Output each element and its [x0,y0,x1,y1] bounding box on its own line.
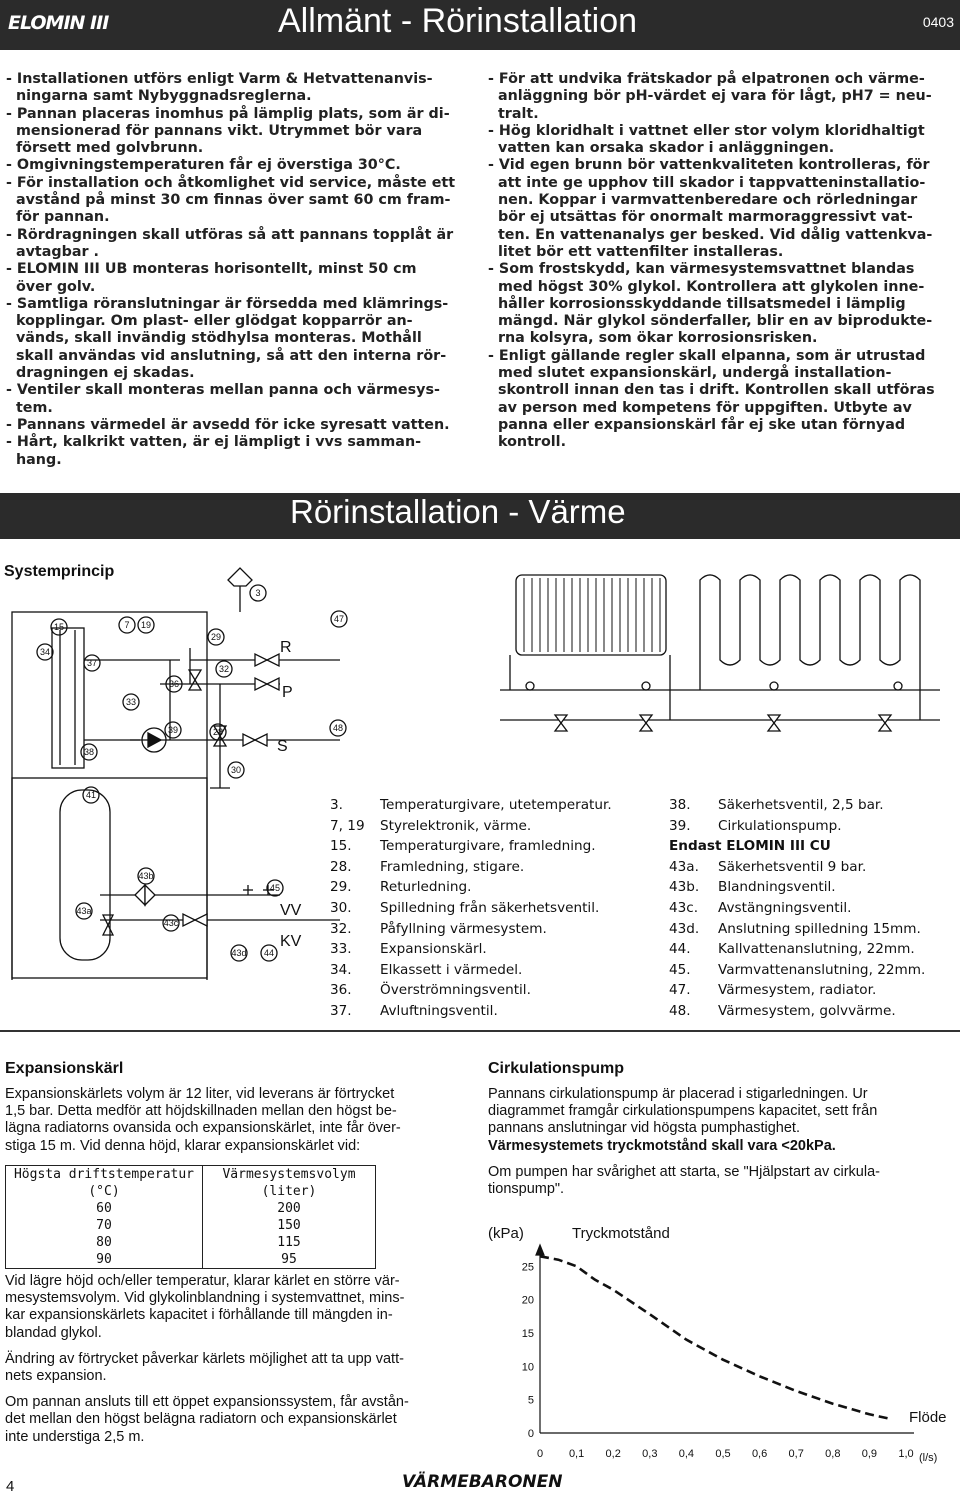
label-3: 3 [255,588,261,598]
text-line: avstånd på minst 30 cm finnas över samt 60 cm fram- [6,192,451,209]
legend-header: Endast ELOMIN III CU [669,838,831,855]
legend-item [330,980,650,1001]
footer-logo: VÄRMEBARONEN [402,1472,563,1492]
legend-number: 28. [330,858,352,875]
label-29: 29 [210,632,222,642]
legend-text: Temperaturgivare, framledning. [380,838,596,855]
label-28: 28 [212,727,224,737]
legend-item [669,1001,959,1022]
label-48: 48 [332,723,344,733]
chart-x-tick: 0,3 [642,1448,658,1460]
text-line: anläggning bör pH-värdet ej vara för lågt, pH7 = neu- [488,88,932,105]
text-line: - För installation och åtkomlighet vid service, måste ett [6,174,456,191]
legend-text: Överströmningsventil. [380,982,531,999]
legend-right [669,795,959,1022]
general-right-column [488,71,935,452]
label-R: R [280,639,292,656]
legend-text: Kallvattenanslutning, 22mm. [718,941,915,958]
legend-text: Värmesystem, radiator. [718,982,877,999]
label-43c: 43c [163,918,179,928]
legend-number: 39. [669,817,691,834]
legend-item [669,919,959,940]
chart-y-tick: 0 [527,1428,534,1440]
expansion-p3: Ändring av förtrycket påverkar kärlets möjlighet att ta upp vatt- nets expansion. [5,1350,404,1385]
chart-y-label: Tryckmotstånd [572,1225,670,1242]
legend-text: Elkassett i värmedel. [380,961,523,978]
label-45: 45 [269,883,281,893]
legend-text: Returledning. [380,879,472,896]
page-title: Allmänt - Rörinstallation [278,2,638,40]
chart-x-tick: 1,0 [898,1448,914,1460]
legend-item [669,857,959,878]
chart-x-tick: 0 [536,1448,544,1460]
legend-text: Styrelektronik, värme. [380,817,532,834]
legend-text: Avstängningsventil. [718,899,852,916]
chart-y-tick: 15 [521,1328,534,1340]
label-33: 33 [125,697,137,707]
legend-item [330,795,650,816]
legend-text: Spilledning från säkerhetsventil. [380,899,600,916]
expansion-p2: Vid lägre höjd och/eller temperatur, klarar kärlet en större vär- mesystemsvolym. Vid glykolinblandning i systemvattnet, mins- kar expansionskärlets kapacitet i förhållande till mängden in- blandad glykol. [5,1273,405,1341]
legend-number: 15. [330,838,352,855]
legend-item [669,960,959,981]
text-line: rna kolsyra, som ökar korrosionsrisken. [488,330,818,347]
text-line: tralt. [488,105,539,122]
table-header-temp: Högsta driftstemperatur [6,1166,203,1184]
expansion-table [5,1165,376,1269]
label-VV: VV [280,902,302,919]
legend-number: 3. [330,797,343,813]
text-line: kontroll. [488,434,567,451]
text-line: håller korrosionsskyddande tillsatsmedel i lämplig [488,295,906,312]
chart-series-line [540,1256,888,1418]
page-header [0,0,960,50]
label-30: 30 [230,765,242,775]
legend-number: 47. [669,982,691,999]
text-line: - Hög kloridhalt i vattnet eller stor volym kloridhaltigt [488,122,925,139]
legend-number: 45. [669,961,691,978]
legend-item [330,836,650,857]
table-cell: 80 [6,1234,203,1251]
label-34: 34 [39,647,51,657]
expansion-heading: Expansionskärl [5,1060,124,1077]
section-title: Rörinstallation - Värme [290,493,626,530]
label-44: 44 [263,948,275,958]
text-line: med högst 30% glykol. Kontrollera att glykolen inne- [488,278,925,295]
text-line: - Rördragningen skall utföras så att pannans topplåt är [6,226,454,243]
text-line: - Enligt gällande regler skall elpanna, som är utrustad [488,347,926,364]
chart-y-tick: 10 [521,1361,534,1374]
legend-text: Påfyllning värmesystem. [380,920,547,937]
general-left-column [6,71,455,469]
text-line: - Hårt, kalkrikt vatten, är ej lämpligt i vvs samman- [6,434,422,451]
legend-item [330,1001,650,1022]
section-band [0,493,960,539]
label-7: 7 [124,620,130,630]
chart-y-unit: (kPa) [488,1225,524,1242]
text-line: ten. En vattenanalys ger besked. Vid dålig vattenkva- [488,226,933,243]
legend-number: 43c. [669,899,699,916]
expansion-notes [5,1273,475,1455]
text-line: för pannan. [6,209,110,226]
chart-x-tick: 0,7 [788,1448,804,1460]
chart-x-tick: 0,1 [568,1448,585,1460]
legend-text: Temperaturgivare, utetemperatur. [380,797,612,813]
legend-number: 48. [669,1002,691,1019]
legend-item [330,939,650,960]
chart-x-tick: 0,6 [751,1448,768,1460]
legend-number: 44. [669,941,691,958]
table-row [6,1217,376,1234]
text-line: tem. [6,399,53,416]
legend-item [669,980,959,1001]
label-37: 37 [86,658,98,668]
legend-text: Anslutning spilledning 15mm. [718,920,921,937]
table-cell: 200 [203,1200,376,1217]
label-32: 32 [218,664,230,674]
text-line: dragningen ej skadas. [6,365,195,382]
legend-text: Säkerhetsventil, 2,5 bar. [718,797,884,813]
label-43b: 43b [138,871,154,881]
text-line: hang. [6,451,62,468]
text-line: vänds, skall invändig stödhylsa monteras. Mothåll [6,330,422,347]
table-row [6,1234,376,1251]
text-line: försett med golvbrunn. [6,140,204,157]
text-line: - Omgivningstemperaturen får ej överstiga 30°C. [6,157,401,174]
expansion-p1: Expansionskärlets volym är 12 liter, vid leverans är förtrycket 1,5 bar. Detta medför att höjdskillnaden mellan den högst be- lägna radiatorns ovansida och expansionskärlet, inte får över- stiga 15 m. Vid denna höjd, klarar expansionskärlet vid: [5,1086,401,1154]
text-line: av person med kompetens för uppgiften. Utbyte av [488,399,912,416]
table-header-volume-unit: (liter) [203,1183,376,1200]
label-P: P [282,684,293,701]
legend-number: 30. [330,899,352,916]
chart-y-arrow [536,1245,544,1255]
text-line: mängd. När glykol sönderfaller, blir en av biprodukte- [488,313,933,330]
legend-text: Säkerhetsventil 9 bar. [718,858,867,875]
table-cell: 70 [6,1217,203,1234]
legend-item [330,857,650,878]
text-line: litet bör ett vattenfilter installeras. [488,243,784,260]
legend-number: 36. [330,982,352,999]
text-line: skall användas vid anslutning, så att den interna rör- [6,347,447,364]
text-line: nen. Koppar i varmvattenberedare och rörledningar [488,192,918,209]
label-15: 15 [53,622,65,632]
pump-heading: Cirkulationspump [488,1060,625,1077]
table-cell: 115 [203,1234,376,1251]
label-41: 41 [85,790,97,800]
text-line: - Pannan placeras inomhus på lämplig plats, som är di- [6,105,450,122]
label-KV: KV [280,933,302,950]
text-line: kopplingar. Om plast- eller glödgat kopparrör an- [6,313,413,330]
page-number: 4 [6,1478,15,1495]
chart-x-tick: 0,4 [678,1448,695,1460]
floor-heating-loop [700,575,920,672]
text-line: bör ej utsättas för onormalt marmoraggressivt vat- [488,209,913,226]
text-line: över golv. [6,278,96,295]
legend-item [669,816,959,837]
legend-number: 43a. [669,858,699,875]
chart-x-label: Flöde [909,1409,947,1426]
label-S: S [277,738,288,755]
table-cell: 90 [6,1251,203,1269]
legend-number: 32. [330,920,352,937]
pump-p2: Om pumpen har svårighet att starta, se "Hjälpstart av cirkula- tionspump". [488,1163,880,1198]
table-cell: 95 [203,1251,376,1269]
brand-logo: ELOMIN III [8,12,109,34]
legend-text: Avluftningsventil. [380,1002,498,1019]
text-line: - Vid egen brunn bör vattenkvaliteten kontrolleras, för [488,157,930,174]
text-line: med slutet expansionskärl, undergå installation- [488,365,892,382]
text-line: - För att undvika frätskador på elpatronen och värme- [488,71,925,87]
text-line: vatten kan orsaka skador i anläggningen. [488,140,835,157]
legend-number: 7, 19 [330,817,365,834]
text-line: att inte ge upphov till skador i tappvatteninstallatio- [488,174,926,191]
legend-left [330,795,650,1022]
table-header-volume: Värmesystemsvolym [203,1166,376,1184]
label-47: 47 [333,614,345,624]
chart-x-tick: 0,5 [715,1448,731,1460]
legend-text: Expansionskärl. [380,941,487,958]
table-row [6,1251,376,1269]
chart-y-tick: 25 [521,1261,534,1274]
legend-item [669,898,959,919]
chart-x-tick: 0,8 [825,1448,841,1460]
text-line: skontroll innan den tas i drift. Kontrollen skall utföras [488,382,935,399]
legend-number: 38. [669,797,691,813]
legend-number: 29. [330,879,352,896]
legend-item [330,816,650,837]
text-line: - Pannans värmedel är avsedd för icke syresatt vatten. [6,416,450,433]
legend-text: Framledning, stigare. [380,858,525,875]
chart-y-tick: 20 [521,1294,534,1307]
pump-text [488,1086,958,1207]
label-43a: 43a [76,906,92,916]
legend-text: Cirkulationspump. [718,817,842,834]
legend-item [330,960,650,981]
legend-item [330,919,650,940]
text-line: panna eller expansionskärl får ej ske utan förnyad [488,416,906,433]
legend-item [669,939,959,960]
expansion-intro [5,1086,475,1164]
chart-y-tick: 5 [527,1394,534,1407]
text-line: mensionerad för pannans vikt. Utrymmet bör vara [6,122,423,139]
pump-p1b: Värmesystemets tryckmotstånd skall vara <20kPa. [488,1137,836,1154]
text-line: - ELOMIN III UB monteras horisontellt, minst 50 cm [6,261,417,278]
text-line: - Samtliga röranslutningar är försedda med klämrings- [6,295,449,312]
legend-number: 33. [330,941,352,958]
chart-x-tick: 0,9 [861,1448,878,1460]
chart-x-tick: 0,2 [605,1448,621,1460]
label-19: 19 [140,620,152,630]
pump-chart [470,1215,960,1475]
legend-item [669,836,959,857]
legend-number: 37. [330,1002,352,1019]
legend-number: 43d. [669,920,700,937]
legend-item [669,795,959,816]
legend-number: 43b. [669,879,700,896]
outdoor-sensor-icon [228,568,252,586]
legend-item [330,898,650,919]
chart-x-unit: (l/s) [919,1452,938,1464]
label-43d: 43d [231,948,247,958]
label-39: 39 [167,725,179,735]
legend-item [669,877,959,898]
pump-p1: Pannans cirkulationspump är placerad i stigarledningen. Ur diagrammet framgår cirkulationspumpens kapacitet, sett från pannans anslutningar vid högsta pumphastighet. [488,1086,878,1137]
text-line: - Ventiler skall monteras mellan panna och värmesys- [6,382,440,399]
label-36: 36 [168,679,180,689]
legend-item [330,877,650,898]
text-line: - Installationen utförs enligt Varm & Hetvattenanvis- [6,71,433,87]
legend-text: Varmvattenanslutning, 22mm. [718,961,926,978]
text-line: avtagbar . [6,243,99,260]
expansion-p4: Om pannan ansluts till ett öppet expansionssystem, får avstån- det mellan den högst belägna radiatorn och expansionskärlet inte understiga 2,5 m. [5,1394,409,1445]
page-code: 0403 [922,14,954,30]
label-38: 38 [83,747,95,757]
table-row [6,1200,376,1217]
table-header-temp-unit: (°C) [6,1183,203,1200]
text-line: ningarna samt Nybyggnadsreglerna. [6,88,312,105]
diagram-label: Systemprincip [4,563,115,580]
text-line: - Som frostskydd, kan värmesystemsvattnet blandas [488,261,915,278]
legend-text: Blandningsventil. [718,879,836,896]
table-cell: 60 [6,1200,203,1217]
divider [0,1030,960,1032]
table-cell: 150 [203,1217,376,1234]
expansion-tank [60,790,110,960]
legend-number: 34. [330,961,352,978]
legend-text: Värmesystem, golvvärme. [718,1002,896,1019]
